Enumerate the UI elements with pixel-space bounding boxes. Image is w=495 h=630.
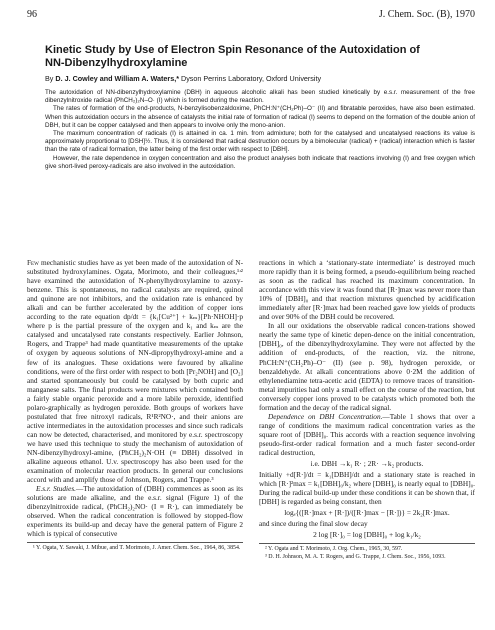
journal-reference: J. Chem. Soc. (B), 1970 (378, 9, 475, 20)
dbh-dependence-text: —Table 1 shows that over a range of conditions the maximum radical concentration varies as the square root of [DBH]₀. This accords with a reaction sequence involving pseudo-first-order radical formation and a much faster second-order radical destruction, (259, 411, 475, 457)
abstract-paragraph-2: The rates of formation of the end-products, N-benzylisobenzaldoxime, PhCH:N⁺(CH₂Ph)–O⁻ (II) and fibratable peroxides, have also been estimated. When this autoxidation occurs in the absence of catalysts the initial rate of formation of radical (I) seems to depend on the formation of the double anion of DBH, but it can be copper catalysed and then appears to involve only the mono-anion. (45, 105, 475, 129)
article-title-line1: Kinetic Study by Use of Electron Spin Resonance of the Autoxidation of (45, 44, 420, 56)
article-title-line2: NN-Dibenzylhydroxylamine (45, 57, 188, 69)
abstract (45, 89, 475, 171)
reaction-equation: i.e. DBH →k₁ R· ; 2R· →k₂ products. (310, 459, 424, 469)
abstract-paragraph-4: However, the rate dependence in oxygen concentration and also the product analyses both indicate that reactions involving (I) and free oxygen which give short-lived peroxy-radicals are also involved in the autoxidation. (45, 154, 475, 170)
footnote-3: ³ D. H. Johnson, M. A. T. Rogers, and G. Trappe, J. Chem. Soc., 1956, 1093. (265, 553, 446, 560)
decay-equation: 2 log [R·]₀ = log [DBH]₀ + log k₁/k₂ (313, 530, 421, 540)
title-block (45, 44, 475, 171)
affiliation: Dyson Perrins Laboratory, Oxford University (181, 74, 322, 83)
footnote-1: ¹ Y. Ogata, Y. Sawaki, J. Mibue, and T. Morimoto, J. Amer. Chem. Soc., 1964, 86, 3854. (33, 545, 241, 552)
log-equation: logₑ{([R·]max + [R·])/([R·]max − [R·])} = 2k₂[R·]max. (284, 508, 450, 518)
dbh-dependence-paragraph (259, 412, 475, 457)
concentration-paragraph: In all our oxidations the observable radical concen-trations showed nearly the same type of kinetic depen-dence on the initial concentration, [DBH]₀, of the dibenzylhydroxylamine. They were not affected by the addition of end-products, of the reaction, viz. the nitrone, PhCH:N⁺(CH₂Ph)–O⁻ (II) (see p. 98), hydrogen peroxide, or benzaldehyde. At alkali concentrations above 0·2M the addition of ethylenediamine tetra-acetic acid (EDTA) to remove traces of transition-metal impurities had only a small effect on the course of the reaction, but conversely copper ions proved to be catalysts which promoted both the formation and the decay of the radical signal. (259, 321, 475, 412)
left-column (27, 258, 243, 620)
esr-section-heading: E.s.r. Studies. (36, 484, 76, 494)
intro-lead-word: Few (27, 258, 39, 267)
right-footnotes (259, 543, 475, 561)
final-decay-paragraph: and since during the final slow decay (259, 519, 368, 529)
esr-studies-paragraph (27, 484, 243, 538)
body-columns (27, 258, 475, 620)
authors-prefix: By (45, 74, 54, 83)
initial-rate-paragraph: Initially +d[R·]/dt = k₁[DBH]/dt and a stationary state is reached in which [R·]²max = k₁[DBH]₀/k₂ where [DBH]₀ is nearly equal to [DBH]₀. During the radical build-up under these conditions it can be shown that, if [DBH] is regarded as being constant, then (259, 470, 475, 507)
page-number: 96 (27, 9, 37, 20)
intro-paragraph (27, 258, 243, 484)
footnote-2: ² Y. Ogata and T. Morimoto, J. Org. Chem., 1965, 30, 597. (265, 546, 403, 553)
author-line (45, 74, 475, 83)
intro-text: mechanistic studies have as yet been made of the autoxidation of N-substituted hydroxylamines. Ogata, Morimoto, and their colleagues,¹ʴ² have examined the autoxidation of N-phenylhydroxylamine to azoxy-benzene. This is spontaneous, no radical catalysts are required, quinol and quinone are not inhibitors, and the oxidation rate is enhanced by alkali and can be further accelerated by the addition of copper ions according to the rate equation dp/dt = {k₁[Cu²⁺] + kₘ}[Ph·NHOH]·p where p is the partial pressure of the oxygen and k₁ and kₘ are the catalysed and uncatalysed rate constants respectively. Earlier Johnson, Rogers, and Trappe³ had made quantitative measurements of the uptake of oxygen by aqueous solutions of NN-dipropylhydroxyl-amine and a few of its analogues. These oxidations were favoured by alkaline conditions, were of the first order with respect to both [Pr₂NOH] and [O₂] and started spontaneously but could be catalysed by both cupric and manganese salts. The final products were mixtures which contained both a fairly stable organic peroxide and a more labile peroxide, identified polaro-graphically as hydrogen peroxide. Both groups of workers have postulated that free nitroxyl radicals, R¹R²NO·, and their anions are active intermediates in the autoxidation processes and since such radicals can now be detected, characterised, and monitored by e.s.r. spectroscopy we have used this technique to study the mechanism of autoxidation of NN-dibenzylhydroxyl-amine, (PhCH₂)₂N·OH (≡ DBH) dissolved in alkaline aqueous ethanol. U.v. spectroscopy has also been used for the examination of molecular reaction products. In general our conclusions accord with and amplify those of Johnson, Rogers, and Trappe.³ (27, 258, 243, 485)
abstract-paragraph-1: The autoxidation of NN-dibenzylhydroxylamine (DBH) in aqueous alcoholic alkali has been studied kinetically by e.s.r. measurement of the free dibenzylnitroxide radical (PhCH₂)₂N–O· (I) which is formed during the reaction. (45, 89, 475, 105)
running-head (27, 9, 475, 23)
stationary-state-paragraph: reactions in which a ‘stationary-state intermediate’ is destroyed much more rapidly than it is being formed, a pseudo-equilibrium being reached as soon as the radical has reached its maximum concentration. In accordance with this view it was found that [R·]max was never more than 10% of [DBH]₀ and that reaction mixtures quenched by acidification immediately after [R·]max had been reached gave low yields of products and over 90% of the DBH could be recovered. (259, 258, 475, 322)
abstract-paragraph-3: The maximum concentration of radicals (I) is attained in ca. 1 min. from admixture; both for the catalysed and uncatalysed reactions its value is approximately proportional to [DSH]½. Thus, it is considered that radical destruction occurs by a bimolecular (radical) + (radical) interaction which is faster than the rate of radical formation, the latter being of the first order with respect to [DBH]. (45, 130, 475, 154)
right-column (259, 258, 475, 620)
left-footnotes (27, 542, 243, 552)
dbh-section-heading: Dependence on DBH Concentration. (268, 411, 383, 421)
esr-studies-text: —The autoxidation of (DBH) commences as soon as its solutions are made alkaline, and the e.s.r. signal (Figure 1) of the dibenzylnitroxide radical, (PhCH₂)₂NO· (I ≡ R·), can immediately be observed. When the radical concentration is followed by stopped-flow experiments its build-up and decay have the general pattern of Figure 2 which is typical of consecutive (27, 484, 243, 539)
author-names: D. J. Cowley and William A. Waters,* (55, 74, 180, 83)
article-title (45, 44, 475, 70)
